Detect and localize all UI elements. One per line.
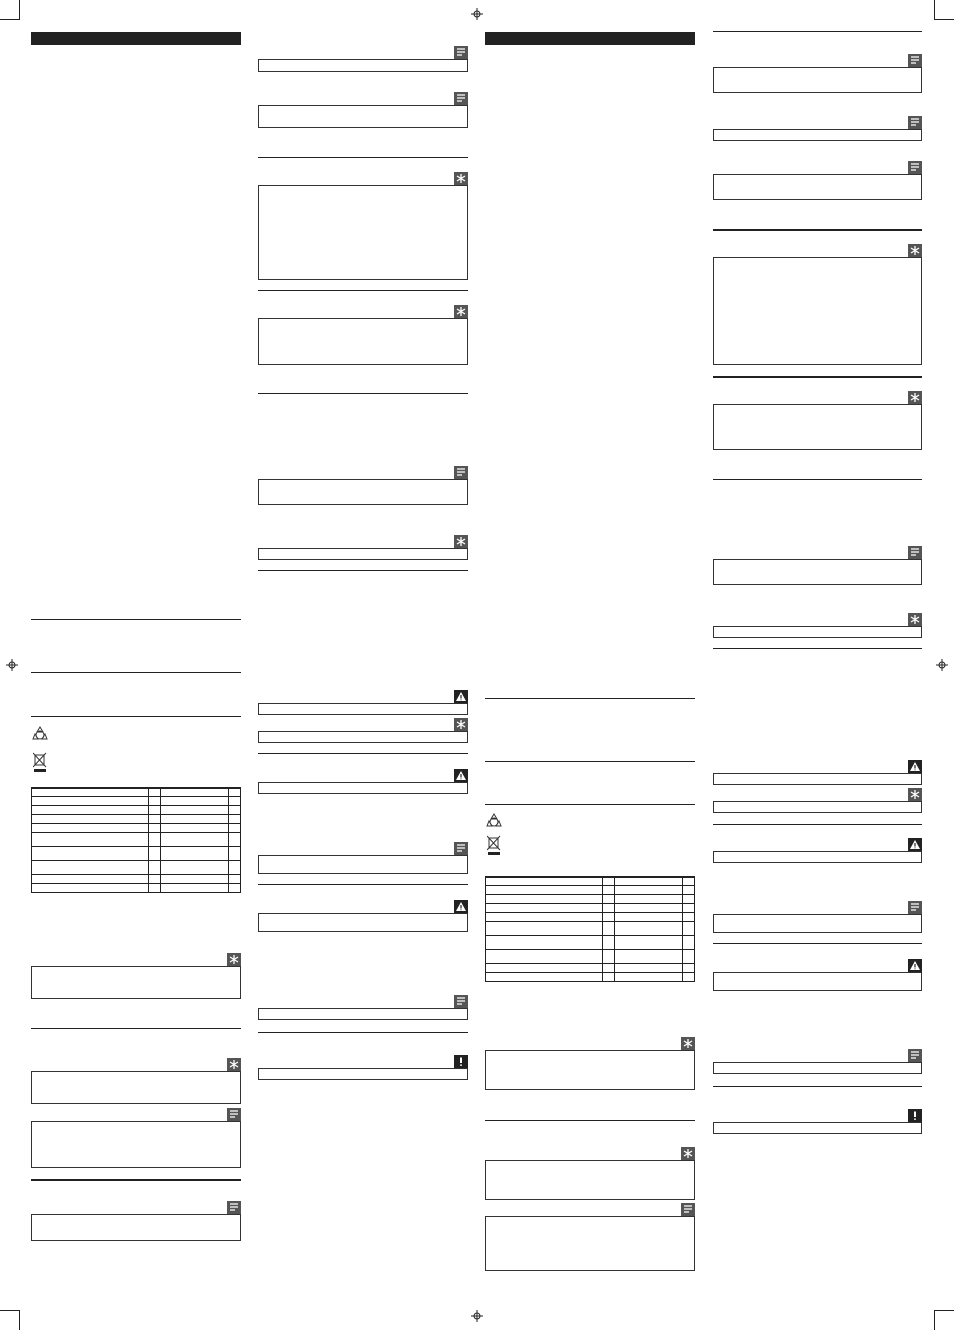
table-row [486, 935, 695, 949]
section-rule [485, 804, 695, 805]
recycle-icon [32, 726, 48, 742]
warning-icon [908, 959, 922, 972]
note-box [258, 855, 468, 874]
warning-box [713, 851, 922, 863]
warning-box [713, 773, 922, 785]
note-box [31, 1121, 241, 1168]
table-row [32, 814, 241, 823]
tip-box [258, 548, 468, 560]
note-icon [227, 1108, 241, 1121]
section-rule [713, 479, 922, 480]
tip-icon [454, 535, 468, 548]
note-box [713, 559, 922, 585]
crop-mark [19, 0, 20, 20]
note-icon [908, 116, 922, 129]
section-rule [31, 1028, 241, 1029]
table-row [32, 846, 241, 860]
section-rule [713, 648, 922, 649]
section-rule [713, 824, 922, 825]
warning-box [258, 782, 468, 794]
table-row [486, 972, 695, 981]
warning-icon [454, 690, 468, 703]
note-box [258, 59, 468, 72]
note-box [713, 914, 922, 933]
table-row [486, 877, 695, 885]
section-rule [31, 619, 241, 620]
warning-icon [908, 760, 922, 773]
table-row [486, 885, 695, 894]
warning-icon [908, 838, 922, 851]
section-rule [713, 229, 922, 231]
tip-icon [227, 1058, 241, 1071]
weee-bin-icon [33, 751, 47, 773]
weee-bin-icon [487, 834, 501, 856]
section-rule [258, 157, 468, 158]
tip-box [258, 318, 468, 365]
tip-box [485, 1050, 695, 1090]
note-icon [454, 842, 468, 855]
section-rule [258, 884, 468, 885]
crop-mark [934, 0, 935, 20]
spec-table [31, 787, 241, 893]
tip-icon [454, 718, 468, 731]
tip-icon [908, 391, 922, 404]
note-icon [227, 1201, 241, 1214]
table-row [486, 921, 695, 935]
registration-mark-icon [471, 8, 483, 20]
section-rule [258, 570, 468, 571]
registration-mark-icon [471, 1310, 483, 1322]
section-header-bar [31, 32, 241, 45]
table-row [32, 805, 241, 814]
note-box [713, 174, 922, 200]
note-box [258, 479, 468, 505]
table-row [486, 949, 695, 963]
section-rule [31, 672, 241, 673]
table-row [486, 894, 695, 903]
note-box [713, 67, 922, 93]
table-row [32, 796, 241, 805]
registration-mark-icon [936, 659, 948, 671]
caution-box [713, 1122, 922, 1134]
section-rule [258, 753, 468, 754]
section-rule [485, 1120, 695, 1121]
table-row [32, 860, 241, 874]
table-row [32, 883, 241, 892]
table-row [32, 874, 241, 883]
tip-box [485, 1160, 695, 1200]
section-rule [485, 698, 695, 699]
warning-box [258, 913, 468, 932]
spec-table [485, 876, 695, 982]
note-box [31, 1214, 241, 1241]
table-row [486, 903, 695, 912]
warning-box [258, 703, 468, 715]
table-row [32, 823, 241, 832]
crop-mark [934, 19, 954, 20]
tip-box [258, 731, 468, 743]
note-icon [908, 1049, 922, 1062]
caution-icon [454, 1055, 468, 1068]
tip-box [713, 404, 922, 450]
note-icon [454, 46, 468, 59]
note-icon [908, 901, 922, 914]
section-rule [31, 716, 241, 717]
section-rule [713, 31, 922, 32]
crop-mark [934, 1310, 954, 1311]
note-icon [908, 54, 922, 67]
tip-icon [681, 1147, 695, 1160]
tip-box [713, 257, 922, 365]
registration-mark-icon [6, 659, 18, 671]
section-rule [713, 943, 922, 944]
tip-box [31, 966, 241, 999]
table-row [32, 832, 241, 846]
note-icon [681, 1203, 695, 1216]
caution-box [258, 1068, 468, 1080]
crop-mark [934, 1310, 935, 1330]
caution-icon [908, 1109, 922, 1122]
warning-icon [454, 900, 468, 913]
tip-icon [908, 244, 922, 257]
tip-icon [227, 953, 241, 966]
section-header-bar [485, 32, 695, 45]
section-rule [258, 393, 468, 394]
note-box [258, 105, 468, 128]
tip-icon [908, 613, 922, 626]
section-rule [485, 761, 695, 762]
note-icon [908, 161, 922, 174]
tip-box [31, 1071, 241, 1104]
section-rule [31, 1179, 241, 1181]
table-row [486, 912, 695, 921]
crop-mark [19, 1310, 20, 1330]
section-rule [258, 290, 468, 291]
note-icon [454, 466, 468, 479]
tip-icon [681, 1037, 695, 1050]
note-icon [454, 92, 468, 105]
section-rule [258, 1032, 468, 1033]
note-icon [454, 995, 468, 1008]
note-box [258, 1008, 468, 1020]
recycle-icon [486, 813, 502, 829]
tip-box [258, 185, 468, 280]
note-box [713, 1062, 922, 1074]
warning-icon [454, 769, 468, 782]
tip-box [713, 801, 922, 813]
table-row [486, 963, 695, 972]
note-box [485, 1216, 695, 1271]
tip-icon [908, 788, 922, 801]
section-rule [713, 376, 922, 378]
tip-icon [454, 172, 468, 185]
section-rule [713, 1086, 922, 1087]
tip-icon [454, 305, 468, 318]
note-box [713, 129, 922, 141]
tip-box [713, 626, 922, 638]
crop-mark [0, 1310, 20, 1311]
crop-mark [0, 19, 20, 20]
table-row [32, 788, 241, 796]
warning-box [713, 972, 922, 991]
note-icon [908, 546, 922, 559]
